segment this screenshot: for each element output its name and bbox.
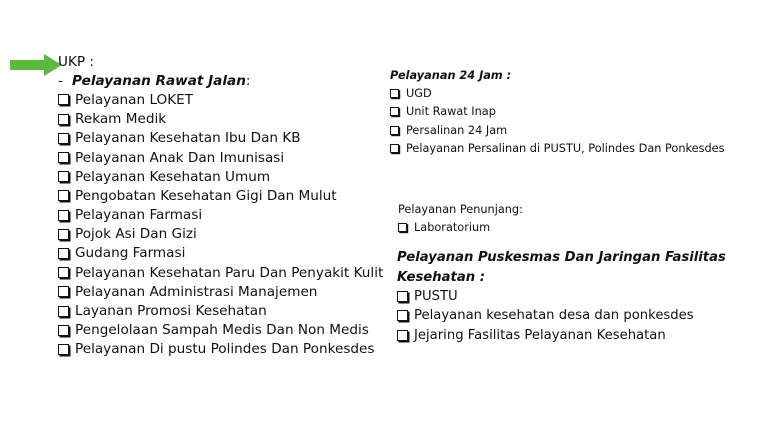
checklist-item <box>58 90 383 109</box>
puskesmas-title-line1-text: Pelayanan Puskesmas Dan Jaringan Fasilitas <box>397 250 726 266</box>
checkbox-icon <box>397 291 408 302</box>
checkbox-icon <box>58 171 69 182</box>
rawat-jalan-colon: : <box>245 72 251 89</box>
penunjang-list <box>398 218 523 236</box>
checkbox-icon <box>398 223 407 232</box>
checklist-item <box>58 263 383 282</box>
puskesmas-section <box>397 248 726 345</box>
puskesmas-list <box>397 287 726 345</box>
checklist-item-label: Unit Rawat Inap <box>406 105 496 119</box>
penunjang-title <box>398 200 523 218</box>
checklist-item <box>58 206 383 225</box>
pelayanan-24-jam-title-text: Pelayanan 24 Jam : <box>390 68 512 82</box>
checkbox-icon <box>58 306 69 317</box>
checklist-item-label: Pelayanan Farmasi <box>75 207 203 224</box>
checklist-item <box>58 340 383 359</box>
checklist-item <box>390 139 724 157</box>
checklist-item <box>390 103 724 121</box>
checklist-item-label: Pelayanan Persalinan di PUSTU, Polindes Dan Ponkesdes <box>406 141 725 155</box>
rawat-jalan-title: Pelayanan Rawat Jalan <box>72 72 246 89</box>
checkbox-icon <box>58 248 69 259</box>
ukp-section <box>58 52 383 359</box>
puskesmas-title-line2 <box>397 267 726 286</box>
checklist-item-label: PUSTU <box>414 288 458 304</box>
checklist-item <box>390 121 724 139</box>
checklist-item <box>58 148 383 167</box>
checklist-item-label: Pelayanan Di pustu Polindes Dan Ponkesdes <box>75 341 375 358</box>
puskesmas-title-line2-text: Kesehatan : <box>397 269 485 285</box>
checkbox-icon <box>58 286 69 297</box>
checklist-item-label: UGD <box>406 86 432 100</box>
checklist-item-label: Pelayanan Kesehatan Paru Dan Penyakit Kulit <box>75 264 384 281</box>
checklist-item <box>390 84 724 102</box>
checkbox-icon <box>58 344 69 355</box>
right-arrow-icon <box>10 54 62 76</box>
checklist-item <box>58 321 383 340</box>
checkbox-icon <box>397 330 408 341</box>
checkbox-icon <box>390 126 399 135</box>
checklist-item-label: Jejaring Fasilitas Pelayanan Kesehatan <box>414 327 666 343</box>
checkbox-icon <box>397 310 408 321</box>
checklist-item-label: Laboratorium <box>414 220 491 234</box>
checklist-item <box>58 301 383 320</box>
checklist-item <box>58 167 383 186</box>
checklist-item <box>58 186 383 205</box>
ukp-heading <box>58 52 383 71</box>
checkbox-icon <box>58 114 69 125</box>
checklist-item <box>397 306 726 325</box>
checkbox-icon <box>58 133 69 144</box>
checklist-item-label: Pelayanan LOKET <box>75 91 194 108</box>
checklist-item <box>58 129 383 148</box>
checklist-item <box>58 244 383 263</box>
checklist-item-label: Pelayanan kesehatan desa dan ponkesdes <box>414 308 694 324</box>
checklist-item <box>398 218 523 236</box>
rawat-jalan-heading <box>58 71 383 90</box>
checklist-item <box>58 282 383 301</box>
checklist-item-label: Pojok Asi Dan Gizi <box>75 226 197 243</box>
checkbox-icon <box>58 210 69 221</box>
checklist-item-label: Persalinan 24 Jam <box>406 123 508 137</box>
checklist-item <box>397 326 726 345</box>
checkbox-icon <box>58 267 69 278</box>
penunjang-section <box>398 200 523 237</box>
checklist-item-label: Pelayanan Kesehatan Umum <box>75 168 271 185</box>
pelayanan-24-jam-section <box>390 66 724 157</box>
ukp-heading-text: UKP : <box>58 53 94 70</box>
checkbox-icon <box>58 94 69 105</box>
rawat-jalan-list <box>58 90 383 359</box>
pelayanan-24-jam-title <box>390 66 724 84</box>
checklist-item-label: Rekam Medik <box>75 111 167 128</box>
checkbox-icon <box>390 107 399 116</box>
checkbox-icon <box>58 152 69 163</box>
checkbox-icon <box>390 89 399 98</box>
checklist-item-label: Pelayanan Anak Dan Imunisasi <box>75 149 285 166</box>
checkbox-icon <box>58 190 69 201</box>
checklist-item-label: Layanan Promosi Kesehatan <box>75 303 267 320</box>
checkbox-icon <box>390 144 399 153</box>
checklist-item <box>397 287 726 306</box>
checkbox-icon <box>58 229 69 240</box>
dash-marker: - <box>58 72 63 89</box>
checklist-item-label: Pengobatan Kesehatan Gigi Dan Mulut <box>75 187 337 204</box>
puskesmas-title-line1 <box>397 248 726 267</box>
checklist-item <box>58 110 383 129</box>
checklist-item-label: Pelayanan Administrasi Manajemen <box>75 283 318 300</box>
checklist-item-label: Pengelolaan Sampah Medis Dan Non Medis <box>75 322 369 339</box>
checklist-item <box>58 225 383 244</box>
checklist-item-label: Gudang Farmasi <box>75 245 186 262</box>
pelayanan-24-jam-list <box>390 84 724 157</box>
checkbox-icon <box>58 325 69 336</box>
checklist-item-label: Pelayanan Kesehatan Ibu Dan KB <box>75 130 301 147</box>
penunjang-title-text: Pelayanan Penunjang: <box>398 202 523 216</box>
